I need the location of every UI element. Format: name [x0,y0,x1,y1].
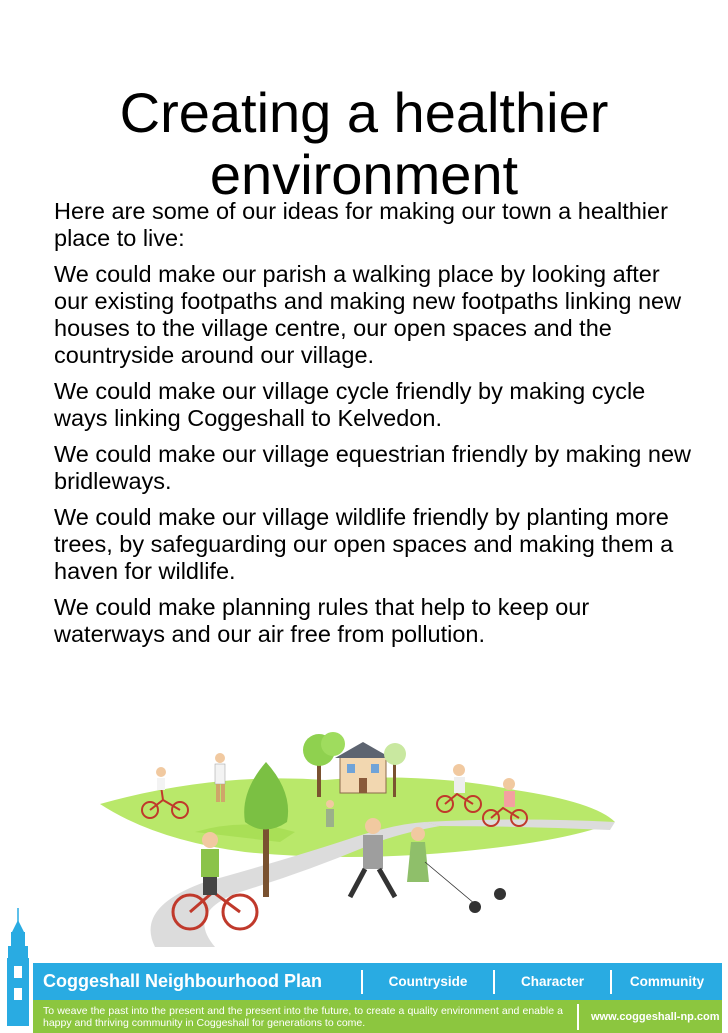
nav-community[interactable]: Community [629,974,705,989]
intro-paragraph: Here are some of our ideas for making our town a healthier place to live: [54,198,668,251]
pollution-paragraph: We could make planning rules that help to keep our waterways and our air free from pollution. [54,594,590,647]
tagline-banner [33,1000,722,1033]
plan-banner [33,963,722,1000]
cycling-paragraph: We could make our village cycle friendly by making cycle ways linking Coggeshall to Kelvedon. [54,378,646,431]
nav-countryside[interactable]: Countryside [388,974,468,989]
page-title [0,82,728,206]
tagline: To weave the past into the present and the present into the future, to create a quality environment and enable a happy and thriving community in Coggeshall for generations to come. [43,1004,563,1029]
wildlife-paragraph: We could make our village wildlife friendly by planting more trees, by safeguarding our open spaces and making them a haven for wildlife. [54,504,674,584]
title-line-1: Creating a healthier [119,80,609,144]
plan-name: Coggeshall Neighbourhood Plan [43,971,322,991]
walking-paragraph: We could make our parish a walking place by looking after our existing footpaths and making new footpaths linking new houses to the village centre, our open spaces and the countryside around our village. [54,261,682,368]
nav-character[interactable]: Character [520,974,585,989]
footer [0,908,728,1030]
body-text [54,198,694,657]
equestrian-paragraph: We could make our village equestrian friendly by making new bridleways. [54,441,692,494]
website-link[interactable]: www.coggeshall-np.com [591,1010,720,1023]
title-line-2: environment [209,142,519,206]
church-tower-icon [4,908,32,1026]
